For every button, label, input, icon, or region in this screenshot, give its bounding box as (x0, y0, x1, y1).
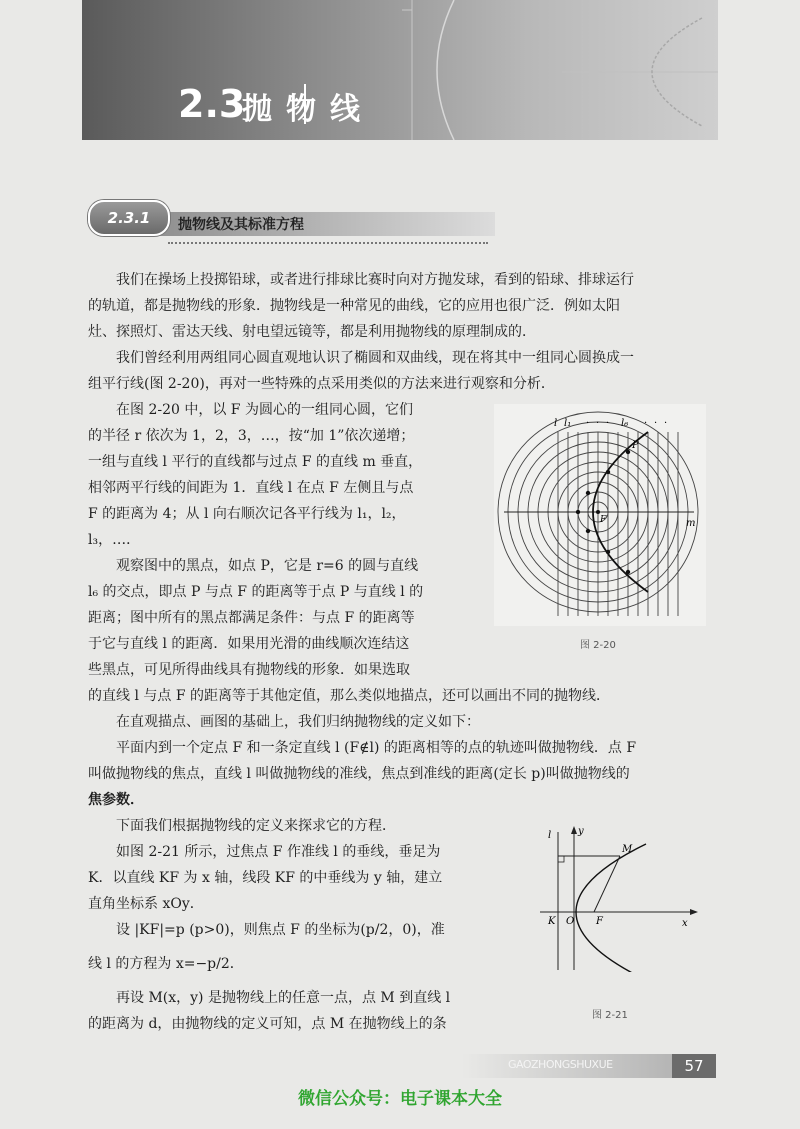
subsection-title: 抛物线及其标准方程 (178, 217, 304, 233)
segment-mf (594, 856, 620, 912)
label-dot: · (654, 418, 658, 429)
label-l1: l₁ (564, 418, 572, 429)
text-line: 观察图中的黑点，如点 P，它是 r=6 的圆与直线 (116, 558, 419, 574)
watermark-text: 微信公众号：电子课本大全 (298, 1089, 502, 1109)
focus-point (596, 510, 600, 514)
label-k: K (548, 916, 556, 927)
page-number: 57 (672, 1054, 716, 1078)
definition-line: 焦参数． (88, 792, 144, 808)
text-line: K．以直线 KF 为 x 轴，线段 KF 的中垂线为 y 轴，建立 (88, 870, 443, 886)
label-dot: · (606, 418, 610, 429)
label-y: y (578, 826, 584, 837)
text-line: l₃，…． (88, 532, 141, 548)
text-line: 我们在操场上投掷铅球，或者进行排球比赛时向对方抛发球，看到的铅球、排球运行 (116, 272, 634, 288)
text-line: 下面我们根据抛物线的定义来探求它的方程． (116, 818, 396, 834)
text-line: 我们曾经利用两组同心圆直观地认识了椭圆和双曲线，现在将其中一组同心圆换成一 (116, 350, 634, 366)
text-line: F 的距离为 4；从 l 向右顺次记各平行线为 l₁，l₂， (88, 506, 406, 522)
label-l: l (548, 830, 552, 841)
text-line: 在图 2-20 中，以 F 为圆心的一组同心圆，它们 (116, 402, 413, 418)
chapter-number: 2.3 (178, 82, 246, 126)
running-footer: GAOZHONGSHUXUE (508, 1058, 613, 1071)
label-o: O (566, 916, 575, 927)
label-dot: · (664, 418, 668, 429)
definition-line: 叫做抛物线的焦点，直线 l 叫做抛物线的准线，焦点到准线的距离(定长 p)叫做抛物线的 (88, 766, 630, 782)
parabola-curve (576, 844, 646, 972)
label-l: l (554, 418, 558, 429)
subsection-dotted-rule (168, 242, 488, 244)
text-line: 线 l 的方程为 x=−p/2． (88, 956, 244, 972)
figure-2-20-caption: 图 2-20 (580, 640, 616, 651)
text-line: 的距离为 d，由抛物线的定义可知，点 M 在抛物线上的条 (88, 1016, 447, 1032)
right-angle-mark (558, 856, 564, 862)
label-dot: · (644, 418, 648, 429)
text-line: 再设 M(x，y) 是抛物线上的任意一点，点 M 到直线 l (116, 990, 451, 1006)
figure-2-20-diagram (494, 404, 706, 626)
chapter-title: 抛物线 (242, 92, 374, 127)
label-f: F (596, 916, 603, 927)
text-line: 的半径 r 依次为 1，2，3，…，按“加 1”依次递增； (88, 428, 415, 444)
text-line: 于它与直线 l 的距离．如果用光滑的曲线顺次连结这 (88, 636, 410, 652)
label-l6: l₆ (621, 418, 629, 429)
figure-2-21 (534, 822, 702, 1021)
text-line: 在直观描点、画图的基础上，我们归纳抛物线的定义如下： (116, 714, 480, 730)
text-line: 设 |KF|=p (p>0)，则焦点 F 的坐标为(p/2，0)，准 (116, 922, 445, 938)
text-line: 直角坐标系 xOy． (88, 896, 204, 912)
parallel-lines (558, 432, 678, 616)
text-line: 如图 2-21 所示，过焦点 F 作准线 l 的垂线，垂足为 (116, 844, 441, 860)
text-line: 的直线 l 与点 F 的距离等于其他定值，那么类似地描点，还可以画出不同的抛物线． (88, 688, 610, 704)
figure-2-21-diagram (534, 822, 702, 972)
text-line: 相邻两平行线的间距为 1．直线 l 在点 F 左侧且与点 (88, 480, 414, 496)
figure-2-21-caption: 图 2-21 (592, 1010, 628, 1021)
definition-line: 平面内到一个定点 F 和一条定直线 l (F∉l) 的距离相等的点的轨迹叫做抛物线．点 F (116, 740, 637, 756)
label-x: x (682, 918, 688, 929)
y-axis-arrow (571, 826, 577, 834)
text-line: 些黑点，可见所得曲线具有抛物线的形象．如果选取 (88, 662, 410, 678)
label-m: M (622, 844, 633, 855)
chapter-header (82, 0, 718, 140)
subsection-tag: 2.3.1 (88, 200, 170, 236)
text-line: 灶、探照灯、雷达天线、射电望远镜等，都是利用抛物线的原理制成的． (88, 324, 536, 340)
text-line: 组平行线(图 2-20)，再对一些特殊的点采用类似的方法来进行观察和分析． (88, 376, 555, 392)
label-dot: · (596, 418, 600, 429)
text-line: l₆ 的交点，即点 P 与点 F 的距离等于点 P 与直线 l 的 (88, 584, 424, 600)
label-dot: · (586, 418, 590, 429)
label-p: P (632, 440, 639, 451)
text-line: 的轨道，都是抛物线的形象．抛物线是一种常见的曲线，它的应用也很广泛．例如太阳 (88, 298, 620, 314)
label-f: F (600, 515, 607, 525)
text-line: 距离；图中所有的黑点都满足条件：与点 F 的距离等 (88, 610, 415, 626)
text-line: 一组与直线 l 平行的直线都与过点 F 的直线 m 垂直， (88, 454, 423, 470)
figure-2-20 (494, 404, 706, 651)
label-m: m (686, 518, 696, 529)
x-axis-arrow (690, 909, 698, 915)
